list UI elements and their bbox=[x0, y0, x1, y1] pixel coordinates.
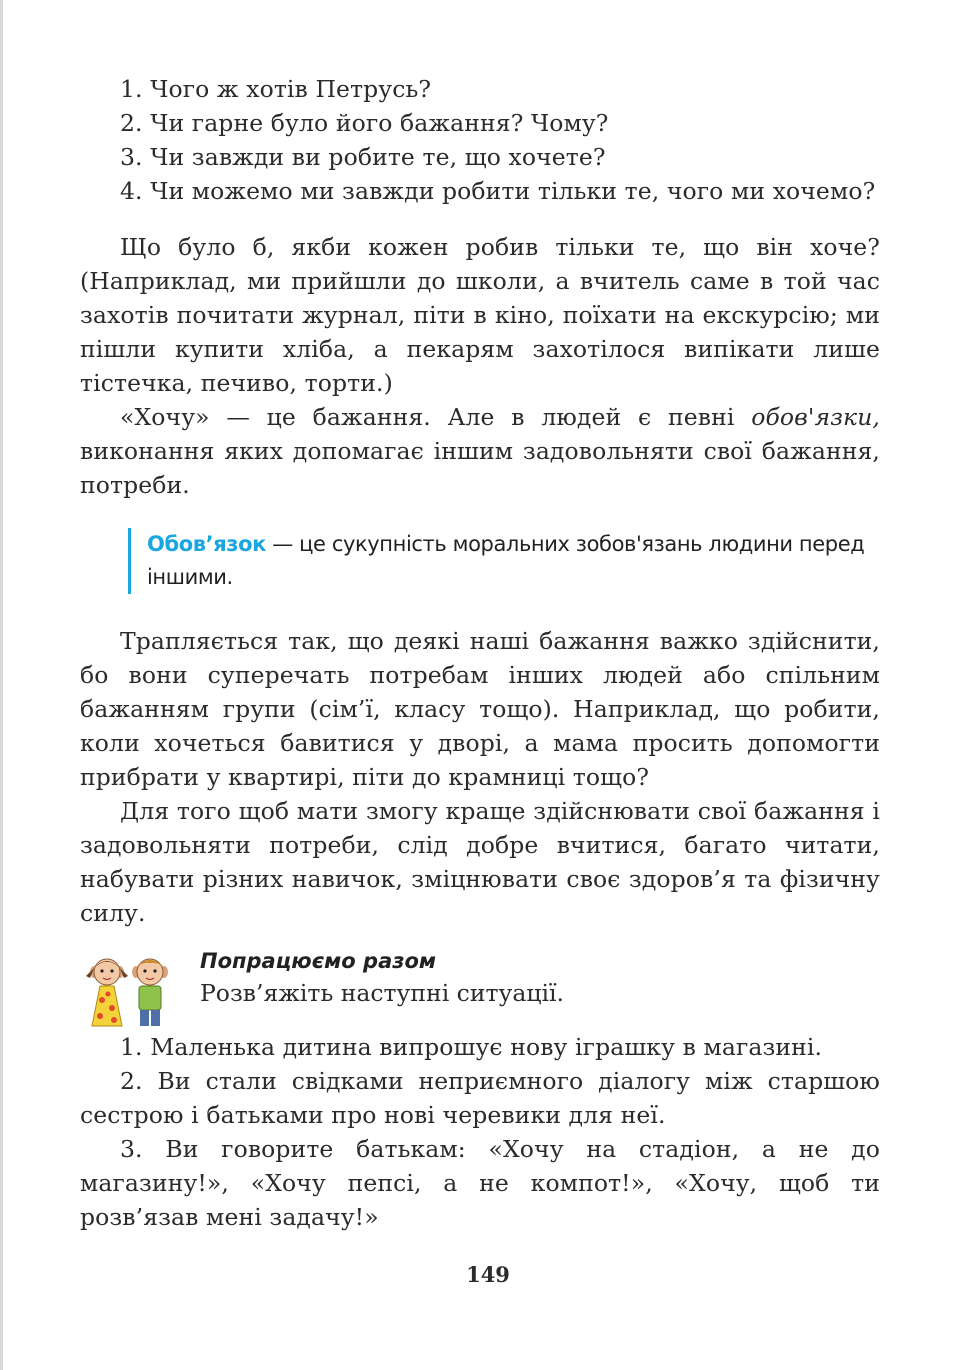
definition-term: Обов’язок bbox=[147, 532, 266, 556]
questions-list bbox=[80, 72, 880, 208]
paragraph-text: «Хочу» — це бажання. Але в людей є певні bbox=[120, 403, 752, 431]
work-together-section bbox=[80, 950, 880, 1234]
question-2: 2. Чи гарне було його бажання? Чому? bbox=[120, 109, 609, 137]
two-children-icon bbox=[72, 950, 184, 1030]
work-together-subtitle: Розв’яжіть наступні ситуації. bbox=[200, 979, 564, 1007]
situation-1: 1. Маленька дитина випрошує нову іграшку в магазині. bbox=[120, 1033, 823, 1061]
situation-2: 2. Ви стали свідками неприємного діалогу між старшою сестрою і батьками про нові черевики для неї. bbox=[80, 1067, 880, 1129]
paragraph-conflict: Трапляється так, що деякі наші бажання важко здійснити, бо вони суперечать потребам інших людей або спільним бажанням групи (сім’ї, класу тощо). Наприклад, що робити, коли хочеться бавитися у дворі, а мама просить допомогти прибрати у квартирі, піти до крамниці тощо? bbox=[80, 627, 880, 791]
definition-text: — це сукупність моральних зобов'язань людини перед іншими. bbox=[147, 532, 865, 589]
work-together-text bbox=[184, 950, 880, 1010]
page-content bbox=[80, 72, 880, 1234]
paragraph-advice: Для того щоб мати змогу краще здійснювати свої бажання і задовольняти потреби, слід добре вчитися, багато читати, набувати різних навичок, зміцнювати своє здоров’я та фізичну силу. bbox=[80, 797, 880, 927]
work-together-title: Попрацюємо разом bbox=[200, 949, 437, 973]
page-edge bbox=[0, 0, 3, 1370]
paragraph-text: виконання яких допомагає іншим задовольняти свої бажання, потреби. bbox=[80, 437, 880, 499]
question-3: 3. Чи завжди ви робите те, що хочете? bbox=[120, 143, 606, 171]
work-together-header bbox=[80, 950, 880, 1030]
paragraph-want-duty bbox=[80, 400, 880, 502]
question-4: 4. Чи можемо ми завжди робити тільки те, чого ми хочемо? bbox=[120, 177, 876, 205]
paragraph-what-if: Що було б, якби кожен робив тільки те, що він хоче? (Наприклад, ми прийшли до школи, а вчитель саме в той час захотів почитати журнал, піти в кіно, поїхати на екскурсію; ми пішли купити хліба, а пекарям захотілося випікати лише тістечка, печиво, торти.) bbox=[80, 233, 880, 397]
definition-box bbox=[128, 528, 880, 594]
question-1: 1. Чого ж хотів Петрусь? bbox=[120, 75, 432, 103]
italic-term: обов'язки, bbox=[751, 403, 880, 431]
situation-3: 3. Ви говорите батькам: «Хочу на стадіон, а не до магазину!», «Хочу пепсі, а не компот!», «Хочу, щоб ти розв’язав мені задачу!» bbox=[80, 1135, 880, 1231]
page-number: 149 bbox=[466, 1262, 510, 1287]
